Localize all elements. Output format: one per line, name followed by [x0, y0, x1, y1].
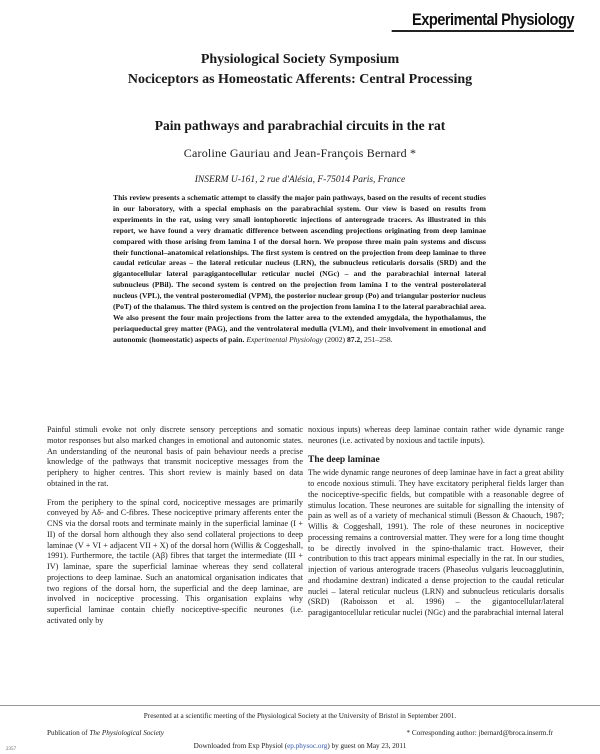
abstract [113, 193, 486, 346]
body-paragraph: noxious inputs) whereas deep laminae contain rather wide dynamic range neurones (i.e. activated by noxious and tactile inputs). [308, 425, 564, 445]
download-suffix: ) by guest on May 23, 2011 [327, 742, 407, 750]
body-paragraph: From the periphery to the spinal cord, nociceptive messages are primarily conveyed by Aδ- and C-fibres. These nociceptive primary afferents enter the CNS via the dorsal roots and terminate mainly in the superficial laminae (I + II) of the dorsal horn although they also send collateral projections to deep laminae (V + VI + adjacent VII + X) of the dorsal horn (Willis & Coggeshall, 1991). Furthermore, the tactile (Aβ) fibres that target the intermediate (III + IV) laminae, spare the superficial laminae whereas they send collateral projections to deep laminae. Such an anatomical organisation indicates that two regions of the dorsal horn, the superficial and the deep laminae, are involved in nociceptive processing. This organisation explains why superficial laminae contain chiefly nociceptive-specific neurones (i.e. activated only by [47, 497, 303, 625]
journal-link[interactable]: ep.physoc.org [287, 742, 328, 750]
right-column [308, 425, 564, 627]
symposium-title: Physiological Society Symposium [200, 52, 400, 67]
body-paragraph: Painful stimuli evoke not only discrete sensory perceptions and somatic motor responses but also marked changes in emotional and autonomic states. An understanding of the neuronal basis of pain behaviour needs a precise knowledge of the pathways that transmit nociceptive messages from the periphery to higher centres. This short review is mainly based on data obtained in the rat. [47, 425, 303, 488]
download-notice [0, 742, 600, 750]
article-title: Pain pathways and parabrachial circuits in the rat [154, 118, 446, 133]
body-paragraph: The wide dynamic range neurones of deep laminae have in fact a great ability to encode noxious stimuli. They have excitatory peripheral fields larger than the nociceptive-specific fields, but compatible with a reasonable degree of stimulus location. These neurones are suitable for signalling the intensity of pain as well as of a variety of mechanical stimuli (Besson & Chaouch, 1987; Willis & Coggeshall, 1991). The role of these neurones in nociceptive processing remains a controversial matter. They were for a long time thought to be directly involved in the spino-thalamic tract. However, their contribution to this tract appears minimal especially in the rat. In our studies, injection of various anterograde tracers (Phaseolus vulgaris leucoagglutinin, and rhodamine dextran) indicated a dense projection to the caudal reticular nuclei – lateral reticular nucleus (LRN) and subnucleus reticularis dorsalis (SRD) (Raboisson et al. 1996) – the gigantocellular/lateral paragigantocellular reticular nuclei (NGc) and the parabrachial internal lateral [308, 468, 564, 617]
correspondence-note: * Corresponding author: jbernard@broca.inserm.fr [406, 729, 553, 737]
author-list: Caroline Gauriau and Jean-François Bernard * [183, 146, 417, 160]
publication-prefix: Publication of [47, 729, 88, 737]
abstract-text: This review presents a schematic attempt to classify the major pain pathways, based on the results of recent studies in our laboratory, with a special emphasis on the parabrachial system. Our view is based on results from experiments in the rat, using very small iontophoretic injections of anterograde tracers. As illustrated in this report, we have found a very dramatic difference between ascending projections originating from deep laminae compared with those arising from lamina I of the dorsal horn. We propose three main pain systems and discuss their functional–anatomical relationships. The first system is centred on the projection from deep laminae to three caudal reticular areas – the lateral reticular nucleus (LRN), the subnucleus reticularis dorsalis (SRD) and the gigantocellular lateral paragigantocellular reticular nuclei (NGc) – and the parabrachial internal lateral subnucleus (PBil). The second system is centred on the projection from lamina I to the ventral posterolateral nucleus (VPL), the ventral posteromedial (VPM), the posterior nuclear group (Po) and triangular posterior nucleus (PoT) of the thalamus. The third system is centred on the projection from lamina I to the lateral parabrachial area. We also present the four main projections from the latter area to the extended amygdala, the hypothalamus, the periaqueductal grey matter (PAG), and the ventrolateral medulla (VLM), and their involvement in emotional and autonomic (homeostatic) aspects of pain. [113, 193, 486, 344]
citation-volume: 87.2, [346, 334, 363, 344]
citation-year: (2002) [324, 334, 346, 344]
citation-pages: 251–258. [364, 334, 393, 344]
left-column [47, 425, 303, 635]
symposium-subtitle: Nociceptors as Homeostatic Afferents: Central Processing [127, 72, 473, 87]
journal-banner: Experimental Physiology [392, 10, 574, 32]
footnote-divider [0, 705, 600, 706]
download-prefix: Downloaded from Exp Physiol ( [193, 742, 288, 750]
page-number: 2357 [6, 747, 16, 752]
affiliation: INSERM U-161, 2 rue d'Alésia, F-75014 Paris, France [194, 175, 406, 185]
society-name: The Physiological Society [89, 729, 164, 737]
section-heading: The deep laminae [308, 454, 380, 465]
citation-journal: Experimental Physiology [246, 334, 323, 344]
publication-note [47, 729, 164, 737]
presentation-note: Presented at a scientific meeting of the Physiological Society at the University of Bristol in September 2001. [143, 712, 457, 720]
